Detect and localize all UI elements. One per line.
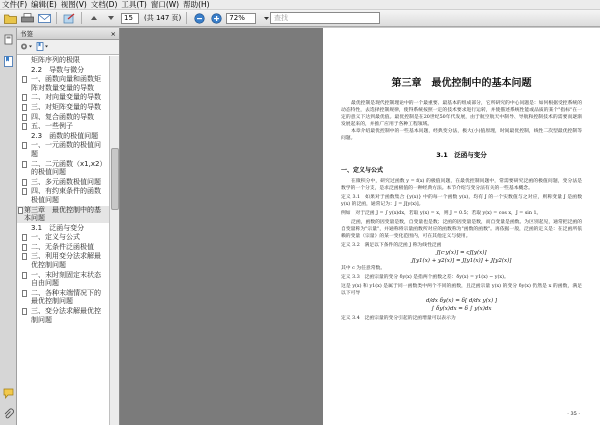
bookmark-label: 3.1 泛函与变分 xyxy=(31,223,85,232)
definition-3-4: 定义 3.4 泛函宗量的变分引起的泛函增量可以表示为 xyxy=(341,316,456,321)
bookmark-label: 三、利用变分法求解最优控制问题 xyxy=(31,252,101,270)
document-icon xyxy=(22,114,27,121)
bookmark-label: 三、对矩阵变量的导数 xyxy=(31,102,101,111)
pdf-page xyxy=(323,28,600,425)
navigation-pane-strip xyxy=(0,28,17,425)
bookmark-add-icon[interactable] xyxy=(36,42,48,53)
bookmark-label: 三、多元函数极值问题 xyxy=(31,177,101,186)
bookmark-item[interactable] xyxy=(17,187,109,204)
open-folder-icon[interactable] xyxy=(3,12,17,25)
print-icon[interactable] xyxy=(20,12,34,25)
formula-variation-1: d/dx δy(x) = δ[ d/dx y(x) ] xyxy=(425,298,497,304)
bookmark-label: 一、一元函数的极值问题 xyxy=(31,141,101,158)
bookmark-page-icon xyxy=(17,160,31,177)
bookmark-item[interactable] xyxy=(17,160,109,177)
bookmark-page-icon xyxy=(17,141,31,158)
bookmark-page-icon xyxy=(17,113,31,122)
bookmark-indent xyxy=(17,224,31,233)
bookmark-item[interactable] xyxy=(17,56,109,65)
document-icon xyxy=(22,253,27,260)
document-icon xyxy=(22,94,27,101)
scrollbar-thumb[interactable] xyxy=(111,148,119,210)
bookmark-label: 二、对向量变量的导数 xyxy=(31,93,101,102)
chapter-title: 第三章 最优控制中的基本问题 xyxy=(391,78,532,89)
definition-3-3: 定义 3.3 泛函宗量的变分 δy(x) 是指两个函数之差：δy(x) = y1(x) − y(x)。 xyxy=(341,275,509,280)
bookmark-indent xyxy=(17,132,31,141)
zoom-level-input[interactable]: 72% xyxy=(226,13,256,24)
bookmark-page-icon xyxy=(17,289,31,306)
intro-paragraph-1: 最优控制是现代控制理论中的一个最重要、最基本的组成部分，它所研究的中心问题是：如何根据受控系统的动态特性，去选择控制规律，使得系统按照一定的技术要求进行运转，并使描述系统性能或品质的某个"指标"在一定的意义下达到最优值。最优控制是在20世纪50年代发展，由于航空航天中制导、导航和控制技术的需要而逐渐发展起来的，并推广应用于各种工程领域。 xyxy=(341,101,582,127)
bookmark-label: 二、二元函数（x1,x2）的极值问题 xyxy=(31,159,107,177)
definition-3-1: 定义 3.1 如果对于函数集合 {y(x)} 中的每一个函数 y(x)，均有 J 的一个实数值与之对应，则称变量 J 是函数 y(x) 的泛函，通常记为：J = J[y(x)]。 xyxy=(341,195,582,207)
bookmark-indent xyxy=(17,56,31,65)
bookmark-page-icon xyxy=(17,307,31,324)
bookmark-page-icon xyxy=(17,271,31,288)
bookmark-item[interactable] xyxy=(17,75,109,92)
bookmark-label: 四、复合函数的导数 xyxy=(31,112,94,121)
menu-view[interactable]: 视图(V) xyxy=(60,0,87,9)
toolbar-separator xyxy=(186,12,187,24)
bookmark-indent xyxy=(17,66,31,75)
document-icon xyxy=(22,123,27,130)
bookmarks-header xyxy=(17,28,119,40)
bookmark-item[interactable] xyxy=(17,252,109,269)
subsection-heading: 一、定义与公式 xyxy=(341,167,384,174)
bookmark-label: 一、末时刻固定末状态自由问题 xyxy=(31,270,101,288)
bookmark-item[interactable] xyxy=(17,103,109,112)
document-icon xyxy=(22,161,27,168)
bookmark-item[interactable] xyxy=(17,132,109,141)
document-icon xyxy=(22,76,27,83)
bookmark-label: 2.2 导数与微分 xyxy=(31,65,85,74)
bookmark-item[interactable] xyxy=(17,271,109,288)
bookmark-item[interactable] xyxy=(17,122,109,131)
menu-help[interactable]: 帮助(H) xyxy=(183,0,210,9)
bookmark-page-icon xyxy=(17,187,31,204)
bookmark-item[interactable] xyxy=(17,233,109,242)
bookmark-item[interactable] xyxy=(17,141,109,158)
formula-variation-2: ∫ δy(x)dx = δ ∫ y(x)dx xyxy=(431,306,492,312)
options-gear-icon[interactable] xyxy=(20,42,32,53)
bookmark-page-icon xyxy=(17,206,24,223)
section-heading: 3.1 泛函与变分 xyxy=(436,151,487,159)
next-page-icon[interactable] xyxy=(104,12,118,25)
document-icon xyxy=(22,234,27,241)
example-paragraph: 例如 对于泛函 J = ∫ y(x)dx，若取 y(x) = x，则 J = 0.5；若取 y(x) = cos x，J = sin 1。 xyxy=(341,211,542,216)
bookmarks-close-button[interactable]: × xyxy=(110,29,116,38)
bookmark-item[interactable] xyxy=(17,66,109,75)
document-icon xyxy=(22,308,27,315)
bookmarks-title: 书签 xyxy=(20,30,33,38)
bookmark-page-icon xyxy=(17,103,31,112)
bookmark-page-icon xyxy=(17,93,31,102)
bookmark-item[interactable] xyxy=(17,307,109,324)
email-icon[interactable] xyxy=(37,12,51,25)
pages-panel-icon[interactable] xyxy=(3,34,14,45)
prev-page-icon[interactable] xyxy=(87,12,101,25)
bookmark-page-icon xyxy=(17,252,31,269)
bookmark-label: 四、有约束条件的函数极值问题 xyxy=(31,187,101,204)
menu-document[interactable]: 文档(D) xyxy=(90,0,118,9)
menu-file[interactable]: 文件(F) xyxy=(2,0,28,9)
bookmark-label: 第三章 最优控制中的基本问题 xyxy=(24,205,101,223)
document-icon xyxy=(22,272,27,279)
document-icon xyxy=(22,244,27,251)
document-icon xyxy=(22,290,27,297)
document-view[interactable] xyxy=(120,28,600,425)
page-total-label: (共 147 页) xyxy=(144,14,182,22)
toolbar-separator xyxy=(81,12,82,24)
document-icon xyxy=(22,104,27,111)
body-paragraph-3: 其中 c 为任意常数。 xyxy=(341,266,386,271)
bookmark-label: 一、定义与公式 xyxy=(31,233,80,242)
bookmark-item[interactable] xyxy=(17,93,109,102)
zoom-in-icon[interactable] xyxy=(209,12,223,25)
menu-edit[interactable]: 编辑(E) xyxy=(31,0,57,9)
bookmark-item[interactable] xyxy=(17,113,109,122)
bookmark-page-icon xyxy=(17,75,31,92)
bookmark-item[interactable] xyxy=(17,178,109,187)
bookmark-label: 三、变分法求解最优控制问题 xyxy=(31,307,101,324)
bookmark-label: 矩阵序列的极限 xyxy=(31,56,80,64)
bookmark-item[interactable] xyxy=(17,224,109,233)
definition-3-2: 定义 3.2 满足以下条件的泛函 J 称为线性泛函 xyxy=(341,243,442,248)
bookmark-label: 五、一些例子 xyxy=(31,122,73,131)
body-paragraph-1: 在微积分中，研究过函数 y = f(x) 的极值问题，在最优控制问题中，常需要研究泛函的极值问题，变分法是数学的一个分支，是求泛函极值的一种经典方法。本节介绍与变分法有关的一些基本概念。 xyxy=(341,179,582,191)
page-number: · 35 · xyxy=(567,411,580,417)
document-icon xyxy=(18,207,23,214)
search-input[interactable]: 查找 xyxy=(270,12,380,24)
bookmark-page-icon xyxy=(17,233,31,242)
attachments-panel-icon[interactable] xyxy=(3,408,14,419)
bookmarks-toolbar xyxy=(17,40,119,55)
bookmarks-panel-icon[interactable] xyxy=(3,56,14,67)
toolbar-separator xyxy=(56,12,57,24)
intro-paragraph-2: 本章介绍最优控制中的一些基本问题，经典变分法，极大(小)值原理，时间最优控制，线性二次型最优控制等问题。 xyxy=(341,129,582,141)
body-paragraph-4: 这是 y(x) 和 y1(x) 是属于同一函数类中两个不同的函数，且泛函宗量 y(x) 的变分 δy(x) 仍然是 x 的函数，满足以下可导 xyxy=(341,284,582,296)
bookmark-item[interactable] xyxy=(17,206,109,223)
document-icon xyxy=(22,188,27,195)
document-icon xyxy=(22,179,27,186)
bookmark-page-icon xyxy=(17,178,31,187)
document-icon xyxy=(22,142,27,149)
bookmark-item[interactable] xyxy=(17,289,109,306)
formula-linear-1: J[c·y(x)] = cJ[y(x)] xyxy=(436,250,487,256)
bookmark-list xyxy=(17,56,109,425)
share-icon[interactable] xyxy=(62,12,76,25)
menu-tools[interactable]: 工具(T) xyxy=(121,0,147,9)
formula-linear-2: J[y1(x) + y2(x)] = J[y1(x)] + J[y2(x)] xyxy=(411,258,512,264)
menu-window[interactable]: 窗口(W) xyxy=(150,0,180,9)
zoom-out-icon[interactable] xyxy=(192,12,206,25)
bookmarks-panel xyxy=(17,28,120,425)
body-paragraph-2: 泛函，函数的因变量是数，自变量也是数；泛函的因变量是数，而自变量是函数。为区别起见，通常把泛函的自变量称为"宗量"，并通称将宗量函数所对应的函数称为"函数的函数"。再依据一般，泛函的定义是：在泛函所依赖的变量（宗量）的某一变化范围内，可在其他定义与使用。 xyxy=(341,220,582,239)
bookmark-item[interactable] xyxy=(17,243,109,252)
bookmark-label: 二、无条件泛函极值 xyxy=(31,242,94,251)
bookmark-page-icon xyxy=(17,243,31,252)
bookmark-label: 二、各种末端情况下的最优控制问题 xyxy=(31,288,101,306)
bookmark-label: 一、函数向量和函数矩阵对数量变量的导数 xyxy=(31,75,101,92)
menu-bar xyxy=(0,0,600,10)
bookmarks-scrollbar[interactable] xyxy=(109,56,119,425)
bookmark-label: 2.3 函数的极值问题 xyxy=(31,131,99,140)
comments-panel-icon[interactable] xyxy=(3,388,14,399)
bookmark-page-icon xyxy=(17,122,31,131)
page-number-input[interactable]: 15 xyxy=(121,13,139,24)
